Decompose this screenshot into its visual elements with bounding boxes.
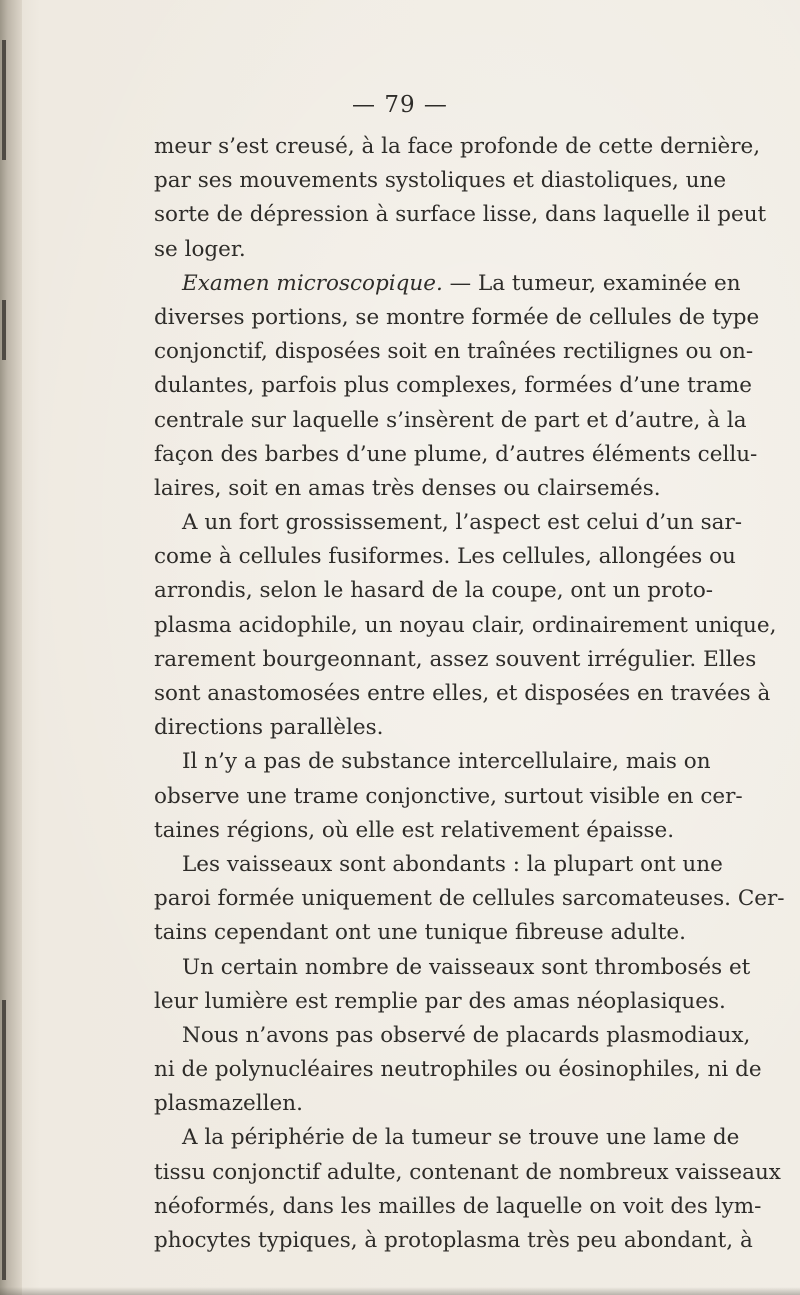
text-line-content: leur lumière est remplie par des amas néoplasiques. [154, 988, 726, 1014]
text-line [154, 472, 684, 506]
text-line [154, 335, 754, 369]
text-line [154, 1019, 751, 1053]
text-line-content: tissu conjonctif adulte, contenant de nombreux vaisseaux [154, 1159, 781, 1185]
text-line [154, 574, 714, 608]
text-line [154, 882, 785, 916]
text-line-content: Il n’y a pas de substance intercellulaire, mais on [182, 749, 711, 775]
text-line [154, 198, 767, 232]
section-heading: Examen microscopique. [182, 270, 443, 296]
text-line-content: ni de polynucléaires neutrophiles ou éosinophiles, ni de [154, 1057, 762, 1083]
text-line-content: arrondis, selon le hasard de la coupe, ont un proto- [154, 578, 714, 604]
text-line-content: A un fort grossissement, l’aspect est celui d’un sar- [182, 510, 743, 536]
text-line-content: sont anastomosées entre elles, et disposées en travées à [154, 681, 771, 706]
text-line [154, 951, 751, 985]
book-spine-edge [0, 0, 22, 1295]
text-line-content: dulantes, parfois plus complexes, formées d’une trame [154, 373, 752, 399]
text-line [154, 506, 743, 540]
text-line [154, 301, 760, 335]
text-line [154, 985, 726, 1019]
text-line-content: par ses mouvements systoliques et diastoliques, une [154, 168, 727, 194]
text-line [154, 1224, 753, 1258]
text-line [154, 540, 736, 574]
text-line [154, 677, 771, 711]
text-line [154, 404, 747, 438]
text-line [154, 916, 684, 950]
text-line-content: conjonctif, disposées soit en traînées rectilignes ou on- [154, 339, 754, 365]
text-line-content: taines régions, où elle est relativement épaisse. [154, 817, 675, 843]
text-line [154, 814, 684, 848]
text-line [154, 1190, 762, 1224]
text-line-content: come à cellules fusiformes. Les cellules, allongées ou [154, 544, 736, 570]
text-line [154, 1156, 781, 1190]
text-line [154, 438, 758, 472]
text-line [154, 164, 727, 198]
text-line [154, 1087, 684, 1121]
text-line [154, 1053, 762, 1087]
text-line [154, 233, 684, 267]
text-line-content: se loger. [154, 236, 246, 262]
text-line-content: plasmazellen. [154, 1091, 303, 1117]
text-line [154, 745, 711, 779]
text-line-content: observe une trame conjonctive, surtout visible en cer- [154, 783, 743, 809]
text-line-content: laires, soit en amas très denses ou clairsemés. [154, 475, 661, 501]
text-line [154, 848, 723, 882]
spine-mark [2, 300, 6, 360]
text-line-content: Les vaisseaux sont abondants : la plupart ont une [182, 851, 723, 877]
text-line-content: sorte de dépression à surface lisse, dans laquelle il peut [154, 202, 767, 228]
text-line-content: phocytes typiques, à protoplasma très peu abondant, à [154, 1228, 753, 1253]
page-number: — 79 — [352, 92, 448, 118]
spine-mark [2, 40, 6, 160]
text-line-content: plasma acidophile, un noyau clair, ordinairement unique, [154, 612, 777, 638]
text-line [154, 643, 757, 677]
text-line-content: néoformés, dans les mailles de laquelle on voit des lym- [154, 1193, 762, 1219]
text-line-content: paroi formée uniquement de cellules sarcomateuses. Cer- [154, 886, 785, 912]
text-line-content: centrale sur laquelle s’insèrent de part et d’autre, à la [154, 407, 747, 433]
text-line-content: rarement bourgeonnant, assez souvent irrégulier. Elles [154, 646, 757, 672]
text-line-content: diverses portions, se montre formée de cellules de type [154, 304, 760, 330]
spine-mark [2, 1000, 6, 1280]
text-line [154, 369, 752, 403]
text-line-content: meur s’est creusé, à la face profonde de cette dernière, [154, 134, 761, 159]
page-bottom-shadow [0, 1287, 800, 1295]
text-line-content: — La tumeur, examinée en [442, 270, 741, 296]
text-line-content: tains cependant ont une tunique fibreuse adulte. [154, 920, 686, 946]
text-line [154, 780, 743, 814]
body-text [154, 130, 785, 1258]
text-line-content: Un certain nombre de vaisseaux sont thrombosés et [182, 954, 751, 980]
text-line-content: façon des barbes d’une plume, d’autres éléments cellu- [154, 441, 758, 467]
text-line [154, 130, 761, 164]
text-line [154, 711, 684, 745]
text-line [154, 1121, 740, 1155]
text-line-content: A la périphérie de la tumeur se trouve une lame de [182, 1125, 740, 1151]
text-line-content: Nous n’avons pas observé de placards plasmodiaux, [182, 1022, 751, 1048]
text-line [154, 609, 777, 643]
text-line-content: directions parallèles. [154, 715, 384, 741]
text-line [154, 267, 741, 301]
